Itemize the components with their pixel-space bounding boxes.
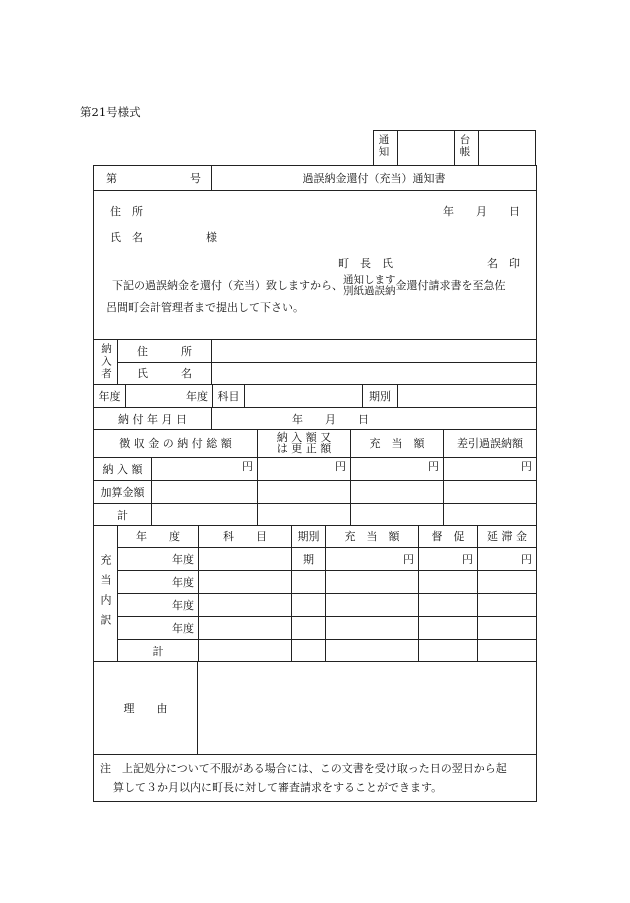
alloc-row-nendo[interactable]: 年度: [118, 548, 199, 571]
number-cell: 第 号: [94, 166, 212, 191]
alloc-cell[interactable]: [326, 571, 419, 594]
alloc-total-cell[interactable]: [326, 640, 419, 663]
total-amount-header: 徴 収 金 の 納 付 総 額: [94, 429, 258, 458]
alloc-entai-header: 延 滞 金: [478, 525, 537, 548]
paid-refund[interactable]: 円: [444, 458, 537, 481]
alloc-amount-header: 充 当 額: [326, 525, 419, 548]
alloc-row-nendo[interactable]: 年度: [118, 571, 199, 594]
stamp-box: [373, 130, 536, 165]
payer-name-value[interactable]: [212, 362, 537, 385]
kibetsu-value[interactable]: [398, 385, 537, 407]
sum-total[interactable]: [152, 504, 258, 527]
payer-address-label: 住 所: [118, 340, 212, 363]
name-label: 氏 名: [110, 231, 143, 244]
allocation-section: [94, 526, 537, 662]
alloc-cell[interactable]: [292, 594, 326, 617]
sum-refund[interactable]: [444, 504, 537, 527]
stamp-daicho-cell[interactable]: [479, 131, 536, 165]
alloc-row-kamoku[interactable]: [199, 548, 292, 571]
notice-text-3: 呂間町会計管理者まで提出して下さい。: [106, 301, 304, 314]
kamoku-label: 科目: [213, 385, 245, 407]
appeal-note: 注 上記処分について不服がある場合には、この文書を受け取った日の翌日から起 算して３か月以内に町長に対して審査請求をすることができます。: [94, 755, 537, 802]
stamp-daicho-label: 台帳: [455, 131, 479, 165]
sum-allocation[interactable]: [351, 504, 444, 527]
alloc-cell[interactable]: [419, 571, 478, 594]
row-label-paid: 納 入 額: [94, 458, 152, 481]
kamoku-value[interactable]: [245, 385, 363, 407]
alloc-total-label: 計: [118, 640, 199, 663]
payer-name-label: 氏 名: [118, 362, 212, 385]
alloc-row-ki[interactable]: 期: [292, 548, 326, 571]
refund-header: 差引過誤納額: [444, 429, 537, 458]
allocation-breakdown-label: 充当内訳: [94, 525, 118, 662]
amount-section: [94, 430, 537, 526]
form-number: 第21号様式: [80, 105, 141, 119]
alloc-total-cell[interactable]: [199, 640, 292, 663]
paid-allocation[interactable]: 円: [351, 458, 444, 481]
notice-stack: 通知します 別紙過誤納: [343, 274, 396, 297]
address-label: 住 所: [110, 205, 143, 218]
allocation-header: 充 当 額: [351, 429, 444, 458]
alloc-total-cell[interactable]: [478, 640, 537, 663]
alloc-cell[interactable]: [292, 617, 326, 640]
stamp-tsuchi-cell[interactable]: [398, 131, 455, 165]
alloc-cell[interactable]: [478, 617, 537, 640]
alloc-cell[interactable]: [419, 594, 478, 617]
reason-section: [94, 662, 537, 755]
alloc-total-cell[interactable]: [419, 640, 478, 663]
alloc-cell[interactable]: [478, 571, 537, 594]
alloc-cell[interactable]: [199, 571, 292, 594]
alloc-row-tokusoku[interactable]: 円: [419, 548, 478, 571]
payer-label: 納入者: [94, 340, 118, 385]
year-row: [94, 385, 537, 408]
notice-text-1: 下記の過誤納金を還付（充当）致しますから、: [112, 279, 343, 292]
alloc-row-amount[interactable]: 円: [326, 548, 419, 571]
nendo-label-2: 年度: [126, 385, 213, 407]
alloc-cell[interactable]: [199, 594, 292, 617]
mayor-label: 町 長 氏: [338, 257, 393, 270]
alloc-cell[interactable]: [419, 617, 478, 640]
change-amount-header: 納 入 額 又 は 更 正 額: [258, 429, 351, 458]
alloc-total-cell[interactable]: [292, 640, 326, 663]
paid-change[interactable]: 円: [258, 458, 351, 481]
date-label: 年 月 日: [443, 205, 520, 218]
sama-label: 様: [206, 231, 217, 244]
alloc-kamoku-header: 科 目: [199, 525, 292, 548]
alloc-cell[interactable]: [292, 571, 326, 594]
surcharge-total[interactable]: [152, 481, 258, 504]
alloc-cell[interactable]: [326, 594, 419, 617]
payment-date-value: 年 月 日: [212, 408, 537, 430]
notice-block: [94, 191, 537, 340]
payer-address-value[interactable]: [212, 340, 537, 363]
row-label-total: 計: [94, 504, 152, 527]
kibetsu-label: 期別: [363, 385, 398, 407]
alloc-row-nendo[interactable]: 年度: [118, 617, 199, 640]
alloc-cell[interactable]: [478, 594, 537, 617]
alloc-nendo-header: 年 度: [118, 525, 199, 548]
notice-text-2: 金還付請求書を至急佐: [395, 279, 506, 292]
alloc-cell[interactable]: [199, 617, 292, 640]
refund-notice-form: [93, 165, 537, 802]
reason-label: 理 由: [94, 661, 198, 755]
alloc-row-entai[interactable]: 円: [478, 548, 537, 571]
stamp-tsuchi-label: 通知: [374, 131, 398, 165]
seal-label: 名 印: [487, 257, 520, 270]
row-label-surcharge: 加算金額: [94, 481, 152, 504]
alloc-tokusoku-header: 督 促: [419, 525, 478, 548]
surcharge-allocation[interactable]: [351, 481, 444, 504]
nendo-label-1: 年度: [94, 385, 126, 407]
sum-change[interactable]: [258, 504, 351, 527]
payment-date-label: 納 付 年 月 日: [94, 408, 212, 430]
surcharge-change[interactable]: [258, 481, 351, 504]
paid-total[interactable]: 円: [152, 458, 258, 481]
reason-value[interactable]: [198, 661, 537, 755]
surcharge-refund[interactable]: [444, 481, 537, 504]
form-title: 過誤納金還付（充当）通知書: [212, 166, 537, 191]
alloc-cell[interactable]: [326, 617, 419, 640]
alloc-kibetsu-header: 期別: [292, 525, 326, 548]
alloc-row-nendo[interactable]: 年度: [118, 594, 199, 617]
